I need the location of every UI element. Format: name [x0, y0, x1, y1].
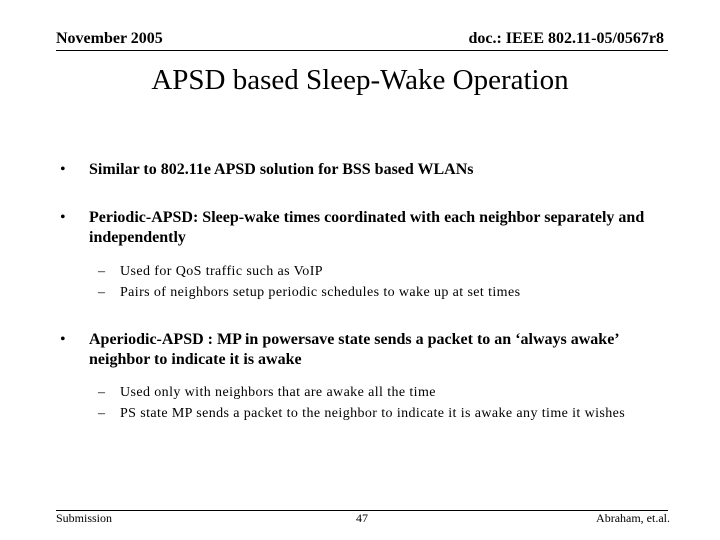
sub-bullet-text: Pairs of neighbors setup periodic schedules to wake up at set times	[120, 285, 521, 300]
sub-bullet-text: Used for QoS traffic such as VoIP	[120, 264, 323, 279]
sub-bullet-2-2	[98, 282, 698, 303]
footer-authors: Abraham, et.al.	[596, 511, 670, 525]
sub-bullet-3-2	[98, 403, 698, 424]
bullet-marker: •	[60, 161, 66, 178]
page-number: 47	[356, 511, 368, 525]
bullet-3	[60, 330, 660, 370]
header-divider	[56, 50, 668, 51]
slide-title: APSD based Sleep-Wake Operation	[151, 64, 569, 96]
footer-submission: Submission	[56, 511, 113, 525]
bullet-text: Aperiodic-APSD : MP in powersave state sends a packet to an ‘always awake’ neighbor to indicate it is awake	[89, 331, 619, 368]
sub-bullet-text: PS state MP sends a packet to the neighbor to indicate it is awake any time it wishes	[120, 406, 626, 421]
bullet-1	[60, 160, 660, 180]
header-doc-number: doc.: IEEE 802.11-05/0567r8	[468, 30, 664, 47]
sub-bullet-text: Used only with neighbors that are awake all the time	[120, 385, 436, 400]
sub-bullet-3-1	[98, 382, 698, 403]
bullet-marker: •	[60, 331, 66, 348]
dash-marker: –	[98, 385, 106, 400]
dash-marker: –	[98, 285, 106, 300]
dash-marker: –	[98, 264, 106, 279]
sub-bullet-2-1	[98, 261, 698, 282]
header-date: November 2005	[56, 30, 163, 47]
bullet-2	[60, 208, 660, 248]
bullet-marker: •	[60, 209, 66, 226]
bullet-text: Similar to 802.11e APSD solution for BSS based WLANs	[89, 161, 474, 178]
dash-marker: –	[98, 406, 106, 421]
bullet-text: Periodic-APSD: Sleep-wake times coordinated with each neighbor separately and independently	[89, 209, 645, 246]
